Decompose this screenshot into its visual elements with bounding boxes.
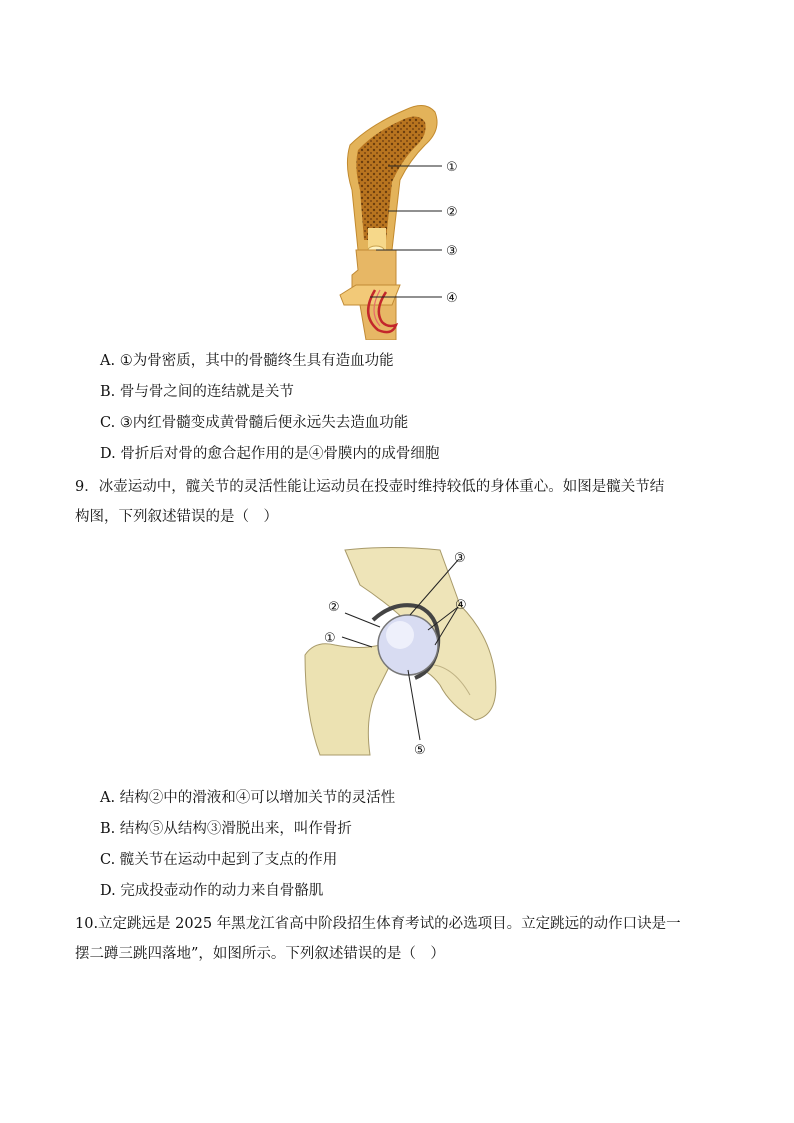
bone-structure-figure <box>330 100 480 340</box>
hip-label-5: ⑤ <box>414 743 426 758</box>
hip-label-1: ① <box>324 631 336 646</box>
q9-option-d: D. 完成投壶动作的动力来自骨骼肌 <box>100 883 324 899</box>
q8-option-c: C. ③内红骨髓变成黄骨髓后便永远失去造血功能 <box>100 415 409 431</box>
bone-label-1: ① <box>446 160 458 175</box>
hip-label-4: ④ <box>455 598 467 613</box>
q10-stem-line2: 摆二蹲三跳四落地”，如图所示。下列叙述错误的是（ ） <box>75 946 445 962</box>
bone-label-3: ③ <box>446 244 458 259</box>
bone-label-4: ④ <box>446 291 458 306</box>
hip-joint-figure <box>300 545 500 760</box>
hip-label-3: ③ <box>454 551 466 566</box>
q9-option-a: A. 结构②中的滑液和④可以增加关节的灵活性 <box>100 790 396 806</box>
q8-option-d: D. 骨折后对骨的愈合起作用的是④骨膜内的成骨细胞 <box>100 446 440 462</box>
bone-label-2: ② <box>446 205 458 220</box>
q10-stem-line1: 10.立定跳远是 2025 年黑龙江省高中阶段招生体育考试的必选项目。立定跳远的动作口诀是一 <box>75 916 681 932</box>
q9-stem-line1: 9．冰壶运动中，髋关节的灵活性能让运动员在投壶时维持较低的身体重心。如图是髋关节结 <box>75 479 665 495</box>
q9-stem-line2: 构图，下列叙述错误的是（ ） <box>75 509 278 525</box>
q9-option-b: B. 结构⑤从结构③滑脱出来，叫作骨折 <box>100 821 352 837</box>
q8-option-b: B. 骨与骨之间的连结就是关节 <box>100 384 294 400</box>
hip-label-2: ② <box>328 600 340 615</box>
q8-option-a: A. ①为骨密质，其中的骨髓终生具有造血功能 <box>100 353 394 369</box>
q9-option-c: C. 髋关节在运动中起到了支点的作用 <box>100 852 338 868</box>
